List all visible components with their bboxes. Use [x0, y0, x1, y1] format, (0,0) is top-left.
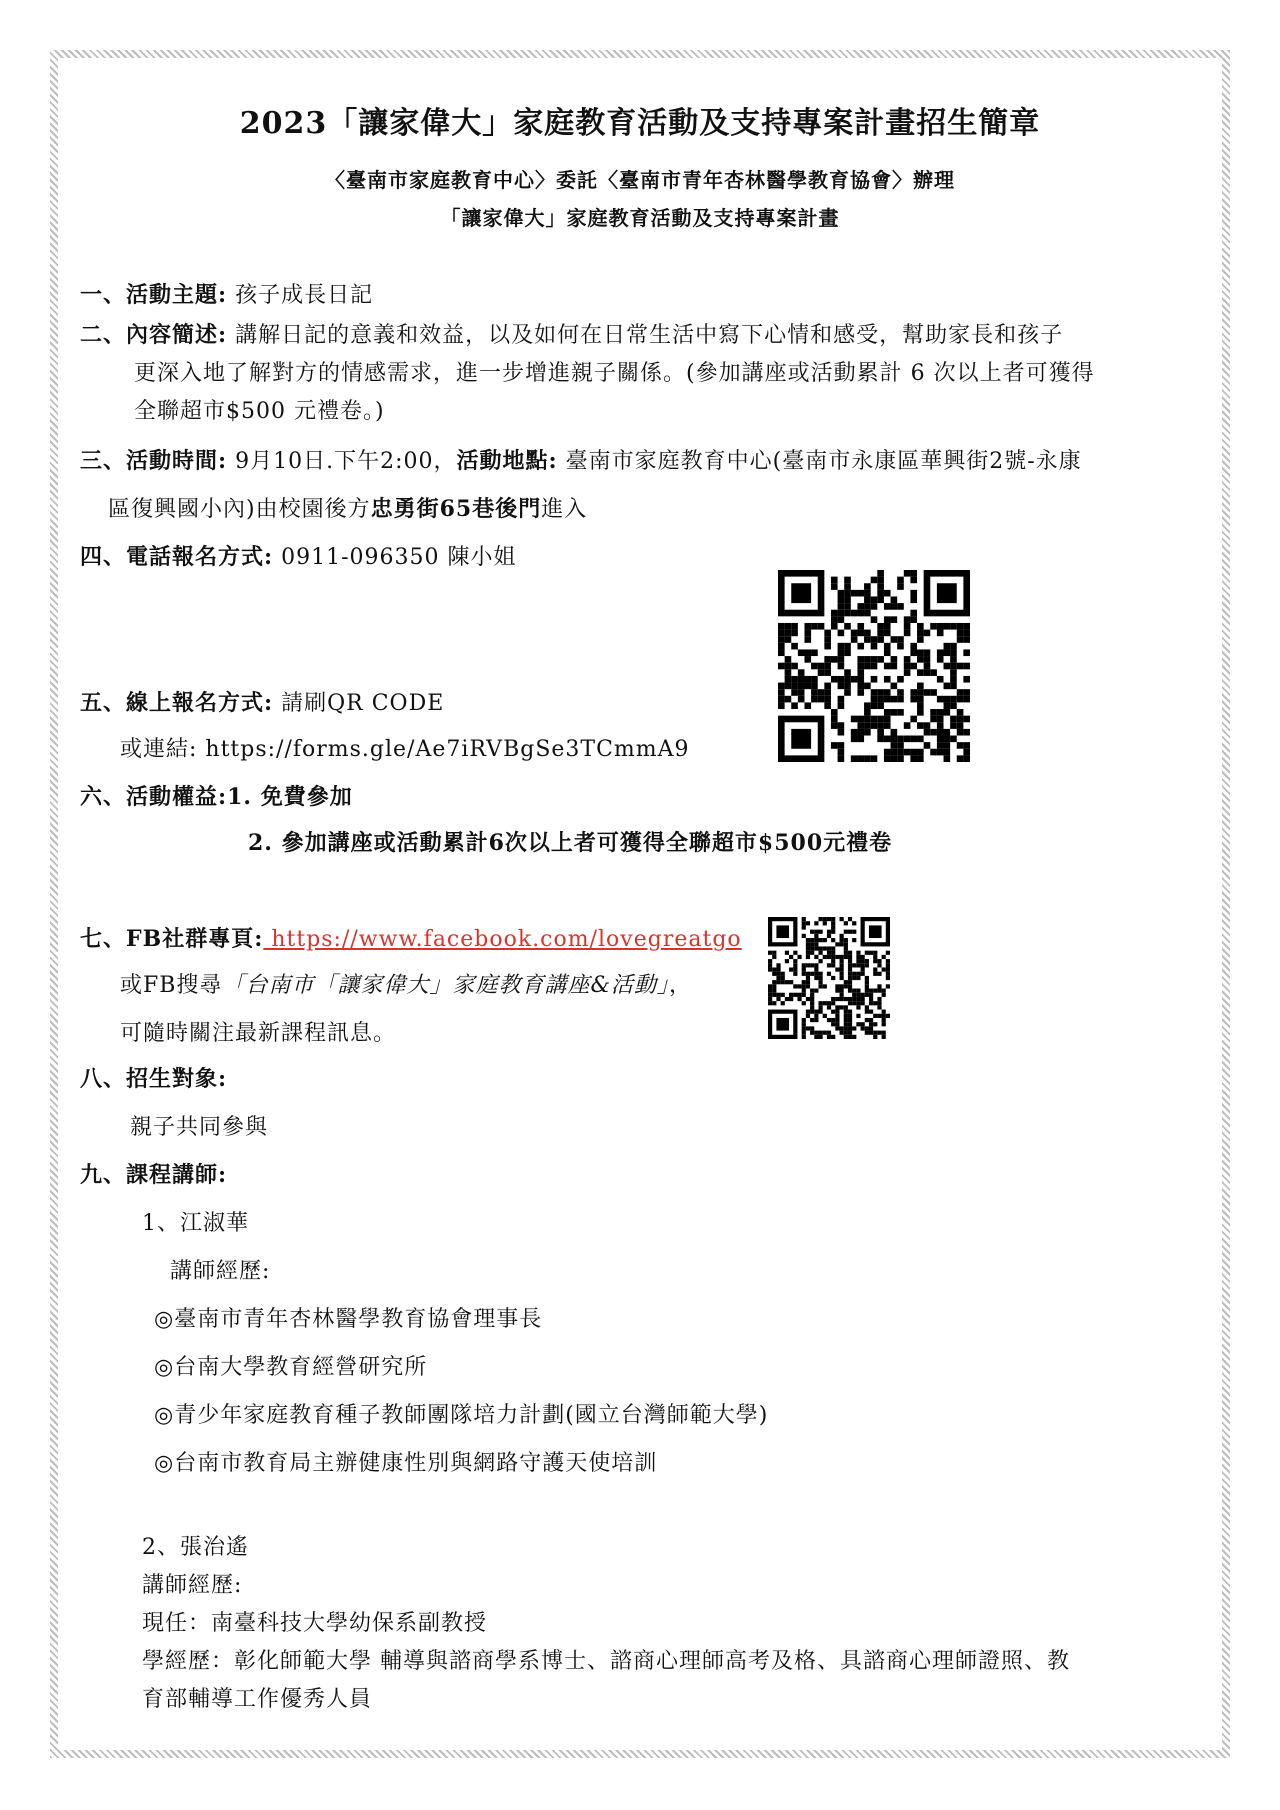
section-label: 四、電話報名方式:: [80, 544, 274, 570]
section-text: 請刷QR CODE: [273, 691, 445, 716]
section-fb: [80, 922, 742, 953]
place-label: 活動地點:: [456, 448, 558, 474]
section-phone: [80, 540, 517, 571]
section-place-line2: [108, 492, 587, 523]
teacher-2-current: 現任：南臺科技大學幼保系副教授: [142, 1611, 488, 1636]
teacher-2-name: 2、張治遙: [142, 1535, 249, 1560]
section-label: 二、內容簡述:: [80, 322, 228, 348]
qr-code-icon[interactable]: [768, 917, 890, 1039]
qr-code-icon[interactable]: [778, 570, 970, 762]
fb-search-line: [120, 968, 692, 999]
phone-number: 0911-096350 陳小姐: [273, 545, 517, 570]
teacher-2-exp-label: 講師經歷:: [142, 1573, 243, 1598]
subtitle-project: 「讓家偉大」家庭教育活動及支持專案計畫: [440, 206, 840, 230]
section-summary-line1: [80, 318, 1063, 349]
section-label: 一、活動主題:: [80, 282, 228, 308]
fb-link[interactable]: https://www.facebook.com/lovegreatgo: [263, 927, 742, 952]
place-text-end: 進入: [541, 497, 588, 522]
place-text: 區復興國小內)由校園後方: [108, 497, 371, 522]
section-online: [80, 686, 444, 717]
section-label: 五、線上報名方式:: [80, 690, 274, 716]
section-time-place: [80, 444, 1082, 475]
benefit-item-1: 1. 免費參加: [227, 784, 353, 810]
teacher-2-background-line1: 學經歷：彰化師範大學 輔導與諮商學系博士、諮商心理師高考及格、具諮商心理師證照、教: [142, 1649, 1070, 1674]
event-time: 9月10日.下午2:00，: [227, 449, 457, 474]
section-label: 七、FB社群專頁:: [80, 926, 264, 952]
section-text: 孩子成長日記: [227, 283, 374, 308]
section-theme: [80, 278, 373, 309]
fb-group-name: 「台南市「讓家偉大」家庭教育講座&活動」: [222, 973, 670, 998]
event-place: 臺南市家庭教育中心(臺南市永康區華興街2號-永康: [557, 449, 1082, 474]
section-label: 三、活動時間:: [80, 448, 228, 474]
section-benefits: [80, 780, 353, 811]
page-title: 2023「讓家偉大」家庭教育活動及支持專案計畫招生簡章: [239, 106, 1041, 141]
section-target-label: 八、招生對象:: [80, 1066, 228, 1092]
online-form-link[interactable]: 或連結: https://forms.gle/Ae7iRVBgSe3TCmmA9: [120, 737, 690, 762]
teacher-1-exp-item: ◎青少年家庭教育種子教師團隊培力計劃(國立台灣師範大學): [154, 1403, 769, 1428]
teacher-2-background-line2: 育部輔導工作優秀人員: [142, 1687, 373, 1712]
teacher-1-exp-label: 講師經歷:: [170, 1259, 271, 1284]
section-summary-line3: 全聯超市$500 元禮卷。): [134, 399, 385, 424]
section-label: 六、活動權益:: [80, 784, 228, 810]
target-text: 親子共同參與: [130, 1115, 269, 1140]
subtitle-organizer: 〈臺南市家庭教育中心〉委託〈臺南市青年杏林醫學教育協會〉辦理: [325, 168, 955, 192]
fb-search-end: ，: [669, 973, 693, 998]
section-summary-line2: 更深入地了解對方的情感需求，進一步增進親子關係。(參加講座或活動累計 6 次以上者可獲得: [134, 361, 1095, 386]
section-text: 講解日記的意義和效益，以及如何在日常生活中寫下心情和感受，幫助家長和孩子: [227, 323, 1064, 348]
fb-search-text: 或FB搜尋: [120, 973, 223, 998]
benefit-item-2: 2. 參加講座或活動累計6次以上者可獲得全聯超市$500元禮卷: [248, 830, 893, 856]
teacher-1-exp-item: ◎台南大學教育經營研究所: [154, 1355, 428, 1380]
fb-follow-line: 可隨時關注最新課程訊息。: [120, 1021, 397, 1046]
back-gate: 忠勇街65巷後門: [370, 496, 542, 522]
teacher-1-exp-item: ◎臺南市青年杏林醫學教育協會理事長: [154, 1307, 543, 1332]
section-teachers-label: 九、課程講師:: [80, 1162, 228, 1188]
teacher-1-name: 1、江淑華: [142, 1211, 249, 1236]
teacher-1-exp-item: ◎台南市教育局主辦健康性別與網路守護天使培訓: [154, 1451, 658, 1476]
